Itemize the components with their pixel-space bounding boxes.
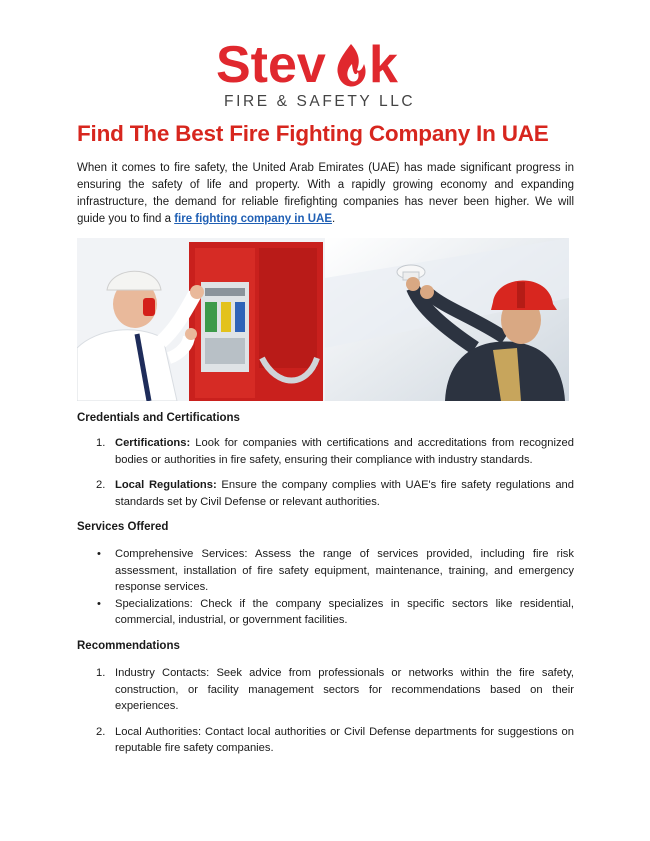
list-number: 2. <box>96 725 106 738</box>
list-item <box>77 665 574 715</box>
item-text: Ensure the company complies with UAE's fire safety regulations and standards set by Civil Defense or relevant authorities. <box>115 479 574 508</box>
item-text: Specializations: Check if the company specializes in specific sectors like residential, commercial, industrial, or government facilities. <box>115 597 574 626</box>
heading-credentials: Credentials and Certifications <box>77 412 240 424</box>
heading-recommendations: Recommendations <box>77 640 180 652</box>
list-item <box>77 477 574 510</box>
item-text: Industry Contacts: Seek advice from professionals or networks within the fire safety, construction, or facility management sectors for recommendations based on their experiences. <box>115 667 574 712</box>
fire-fighting-company-link[interactable]: fire fighting company in UAE <box>174 213 332 225</box>
intro-paragraph <box>77 160 574 228</box>
recommendations-list <box>77 665 574 757</box>
item-text: Local Authorities: Contact local authorities or Civil Defense departments for suggestions on reputable fire safety companies. <box>115 725 574 754</box>
intro-text-end: . <box>332 213 336 225</box>
item-label: Local Regulations: <box>115 479 217 491</box>
flame-icon <box>338 44 366 87</box>
services-list <box>77 546 574 629</box>
intro-text: When it comes to fire safety, the United Arab Emirates (UAE) has made significant progress in ensuring the safety of life and property. With a rapidly growing economy and expanding infrastructure, the demand for reliable firefighting companies has never been higher. We will guide you to find a <box>77 162 574 225</box>
list-item <box>77 546 574 596</box>
stevok-logo-graphic <box>212 30 442 112</box>
item-label: Certifications: <box>115 437 191 449</box>
list-item <box>77 435 574 468</box>
list-number: 1. <box>96 437 106 449</box>
item-text: Comprehensive Services: Assess the range of services provided, including fire risk assessment, installation of fire safety equipment, maintenance, training, and emergency response services. <box>115 548 574 593</box>
list-item <box>77 596 574 629</box>
company-logo <box>212 30 442 112</box>
photo-technician-fire-panel <box>77 238 325 401</box>
logo-tagline: FIRE & SAFETY LLC <box>224 93 416 110</box>
heading-services: Services Offered <box>77 521 169 533</box>
bullet: • <box>97 597 101 610</box>
logo-name-left: Stev <box>216 36 326 94</box>
item-text: Look for companies with certifications and accreditations from recognized bodies or authorities in fire safety, ensuring their compliance with industry standards. <box>115 437 574 466</box>
photo-technician-smoke-detector <box>325 238 569 401</box>
list-number: 2. <box>96 479 106 491</box>
list-item <box>77 724 574 757</box>
page-title: Find The Best Fire Fighting Company In UAE <box>77 121 549 146</box>
list-number: 1. <box>96 667 106 679</box>
logo-name-right: k <box>369 36 398 94</box>
bullet: • <box>97 548 101 560</box>
credentials-list <box>77 435 574 510</box>
